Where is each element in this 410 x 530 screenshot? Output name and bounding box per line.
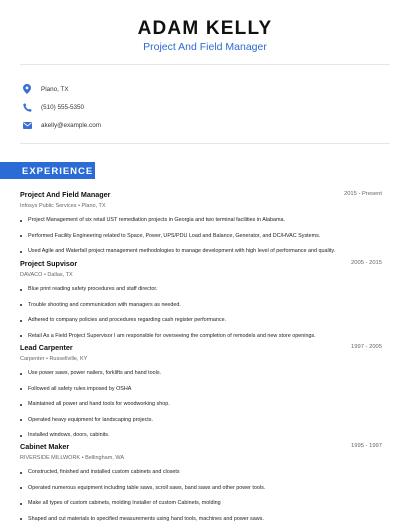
- contact-phone: [22, 102, 84, 112]
- job-dates: 1995 - 1997: [351, 443, 382, 449]
- job-bullet: Make all types of custom cabinets, molding Installer of custom Cabinets, molding: [20, 496, 382, 512]
- envelope-icon: [22, 120, 32, 130]
- job-entry: [20, 190, 382, 260]
- job-entry: [20, 442, 382, 527]
- job-bullets: [20, 465, 382, 527]
- job-company: Infosys Public Services • Plano, TX: [20, 203, 106, 209]
- candidate-name: ADAM KELLY: [137, 18, 273, 39]
- header-divider: [20, 64, 390, 65]
- job-bullet: Blue print reading safety procedures and staff director.: [20, 282, 382, 298]
- contact-divider: [20, 143, 390, 144]
- job-dates: 2015 - Present: [343, 191, 382, 197]
- job-bullet: Operated heavy equipment for landscaping projects.: [20, 413, 382, 429]
- contact-email: [22, 120, 101, 130]
- job-bullet: Project Management of six retail UST remediation projects in Georgia and two terminal facilities in Alabama.: [20, 213, 382, 229]
- experience-section-title: EXPERIENCE: [22, 166, 94, 177]
- job-company: RIVERSIDE MILLWORK • Bellingham, WA: [20, 455, 125, 461]
- job-title: Cabinet Maker: [20, 442, 70, 451]
- job-bullet: Shaped and cut materials to specified measurements using hand tools, machines and power saws.: [20, 512, 382, 528]
- job-dates: 1997 - 2005: [351, 344, 382, 350]
- job-bullet: Trouble shooting and communication with managers as needed.: [20, 298, 382, 314]
- candidate-title: Project And Field Manager: [143, 41, 267, 53]
- job-bullets: [20, 213, 382, 260]
- phone-text: (510) 555-5350: [41, 103, 85, 111]
- job-title: Lead Carpenter: [20, 343, 73, 352]
- job-bullet: Adhered to company policies and procedures regarding cash register performance.: [20, 313, 382, 329]
- phone-icon: [22, 102, 32, 112]
- job-bullet: Maintained all power and hand tools for woodworking shop.: [20, 397, 382, 413]
- job-bullet: Use power saws, power nailers, forklifts and hand tools.: [20, 366, 382, 382]
- job-bullet: Followed all safety rules imposed by OSHA: [20, 382, 382, 398]
- job-bullet: Performed Facility Engineering related to Space, Power, UPS/PDU Load and Balance, Generator, and DC/HVAC Systems.: [20, 229, 382, 245]
- job-entry: [20, 343, 382, 444]
- job-title: Project And Field Manager: [20, 190, 111, 199]
- job-bullet: Installed windows, doors, cabinits.: [20, 428, 382, 444]
- job-bullet: Retail As a Field Project Supervisor I am responsible for overseeing the completion of remodels and new store openings.: [20, 329, 382, 345]
- job-bullet: Operated numerous equipment including table saws, scroll saws, band saws and other power tools.: [20, 481, 382, 497]
- job-bullet: Constructed, finished and installed custom cabinets and closets: [20, 465, 382, 481]
- job-company: Carpenter • Russellville, KY: [20, 356, 88, 362]
- job-title: Project Supvisor: [20, 259, 78, 268]
- job-bullets: [20, 282, 382, 344]
- job-entry: [20, 259, 382, 344]
- email-text: akelly@example.com: [41, 121, 101, 129]
- job-bullet: Used Agile and Waterfall project management methodologies to manage development with high level of performance and quality.: [20, 244, 382, 260]
- location-pin-icon: [22, 84, 32, 94]
- job-dates: 2005 - 2015: [351, 260, 382, 266]
- job-company: DAVACO • Dallas, TX: [20, 272, 73, 278]
- job-bullets: [20, 366, 382, 444]
- contact-location: [22, 84, 69, 94]
- location-text: Plano, TX: [41, 85, 69, 93]
